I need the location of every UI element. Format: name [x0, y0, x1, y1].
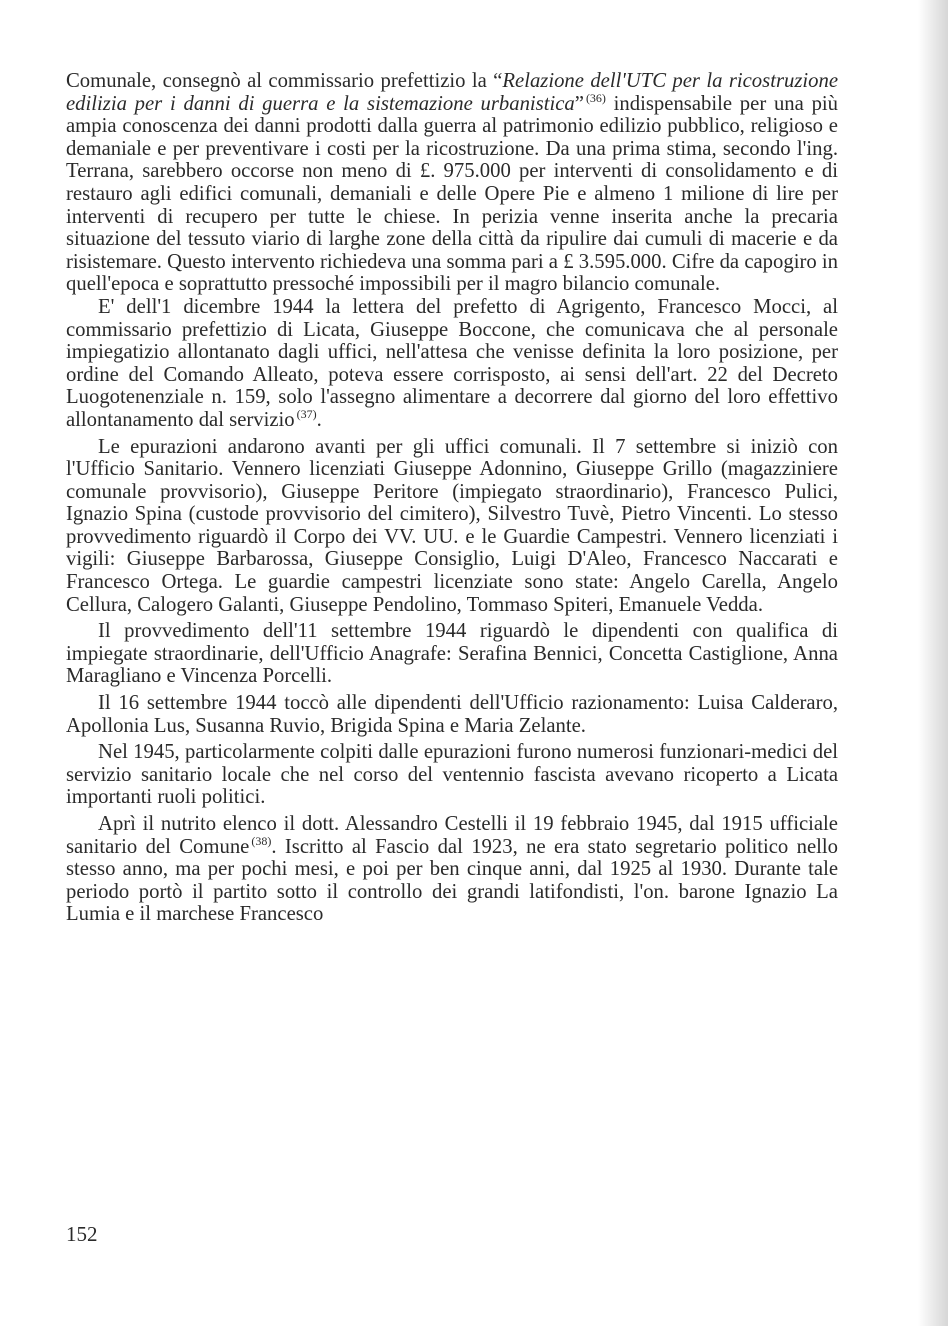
- paragraph-1: [66, 70, 838, 296]
- paragraph-1-text-a: Comunale, consegnò al commissario prefettizio la “: [66, 70, 503, 92]
- paragraph-2-text-b: .: [316, 408, 322, 431]
- body-text: [66, 70, 838, 926]
- paragraph-6-text: Nel 1945, particolarmente colpiti dalle epurazioni furono numerosi funzionari-medici del servizio sanitario locale che nel corso del ventennio fascista avevano ricoperto a Licata importanti ruoli politici.: [66, 741, 838, 809]
- paragraph-4-text: Il provvedimento dell'11 settembre 1944 riguardò le dipendenti con qualifica di impiegate straordinarie, dell'Ufficio Anagrafe: Serafina Bennici, Concetta Castiglione, Anna Maragliano e Vincenza Porcelli.: [66, 620, 838, 688]
- footnote-ref-37: (37): [296, 407, 317, 422]
- paragraph-4: [66, 620, 838, 688]
- paragraph-7-text-b: . Iscritto al Fascio dal 1923, ne era stato segretario politico nello stesso anno, ma per pochi mesi, e poi per ben cinque anni, dal 1925 al 1930. Durante tale periodo portò il partito sotto il controllo dei grandi latifondisti, l'on. barone Ignazio La Lumia e il marchese Francesco: [66, 835, 838, 926]
- paragraph-6: [66, 741, 838, 809]
- paragraph-5-text: Il 16 settembre 1944 toccò alle dipendenti dell'Ufficio razionamento: Luisa Calderaro, Apollonia Lus, Susanna Ruvio, Brigida Spina e Maria Zelante.: [66, 692, 838, 737]
- paragraph-2-text-a: E' dell'1 dicembre 1944 la lettera del prefetto di Agrigento, Francesco Mocci, al commissario prefettizio di Licata, Giuseppe Boccone, che comunicava che al personale impiegatizio allontanato dagli uffici, nell'attesa che venisse definita la loro posizione, per ordine del Comando Alleato, poteva essere corrisposto, ai sensi dell'art. 22 del Decreto Luogotenenziale n. 159, solo l'assegno alimentare a decorrere dal giorno del loro effettivo allontanamento dal servizio: [66, 295, 838, 431]
- paragraph-3: [66, 436, 838, 617]
- page-edge-shadow: [918, 0, 948, 1326]
- paragraph-2: [66, 296, 838, 432]
- footnote-ref-38: (38): [251, 833, 272, 848]
- paragraph-3-text: Le epurazioni andarono avanti per gli uffici comunali. Il 7 settembre si iniziò con l'Ufficio Sanitario. Vennero licenziati Giuseppe Adonnino, Giuseppe Grillo (magazziniere comunale provvisorio), Giuseppe Peritore (impiegato straordinario), Francesco Pulici, Ignazio Spina (custode provvisorio del cimitero), Silvestro Tuvè, Pietro Vincenti. Lo stesso provvedimento riguardò il Corpo dei VV. UU. e le Guardie Campestri. Vennero licenziati i vigili: Giuseppe Barbarossa, Giuseppe Consiglio, Luigi D'Aleo, Francesco Naccarati e Francesco Ortega. Le guardie campestri licenziate sono state: Angelo Carella, Angelo Cellura, Calogero Galanti, Giuseppe Pendolino, Tommaso Spiteri, Emanuele Vedda.: [66, 435, 838, 616]
- paragraph-7: [66, 813, 838, 926]
- paragraph-1-text-c: indispensabile per una più ampia conoscenza dei danni prodotti dalla guerra al patrimonio edilizio pubblico, religioso e demaniale e per preventivare i costi per la ricostruzione. Da una prima stima, secondo l'ing. Terrana, sarebbero occorse non meno di £. 975.000 per interventi di consolidamento e di restauro agli edifici comunali, demaniali e delle Opere Pie e almeno 1 milione di lire per interventi di recupero per tutte le chiese. In perizia venne inserita anche la precaria situazione del tessuto viario di larghe zone della città da ripulire dai cumuli di macerie e da risistemare. Questo intervento richiedeva una somma pari a £ 3.595.000. Cifre da capogiro in quell'epoca e soprattutto pressoché impossibili per il magro bilancio comunale.: [66, 92, 839, 296]
- page-number: 152: [66, 1222, 98, 1246]
- footnote-ref-36: (36): [585, 90, 606, 105]
- paragraph-5: [66, 692, 838, 737]
- report-title: Relazione dell'UTC per la ricostruzione edilizia per i danni di guerra e la sistemazione urbanistica: [66, 70, 839, 115]
- paragraph-1-text-b: ”: [574, 92, 584, 115]
- paragraph-7-text-a: Aprì il nutrito elenco il dott. Alessandro Cestelli il 19 febbraio 1945, dal 1915 ufficiale sanitario del Comune: [66, 813, 838, 858]
